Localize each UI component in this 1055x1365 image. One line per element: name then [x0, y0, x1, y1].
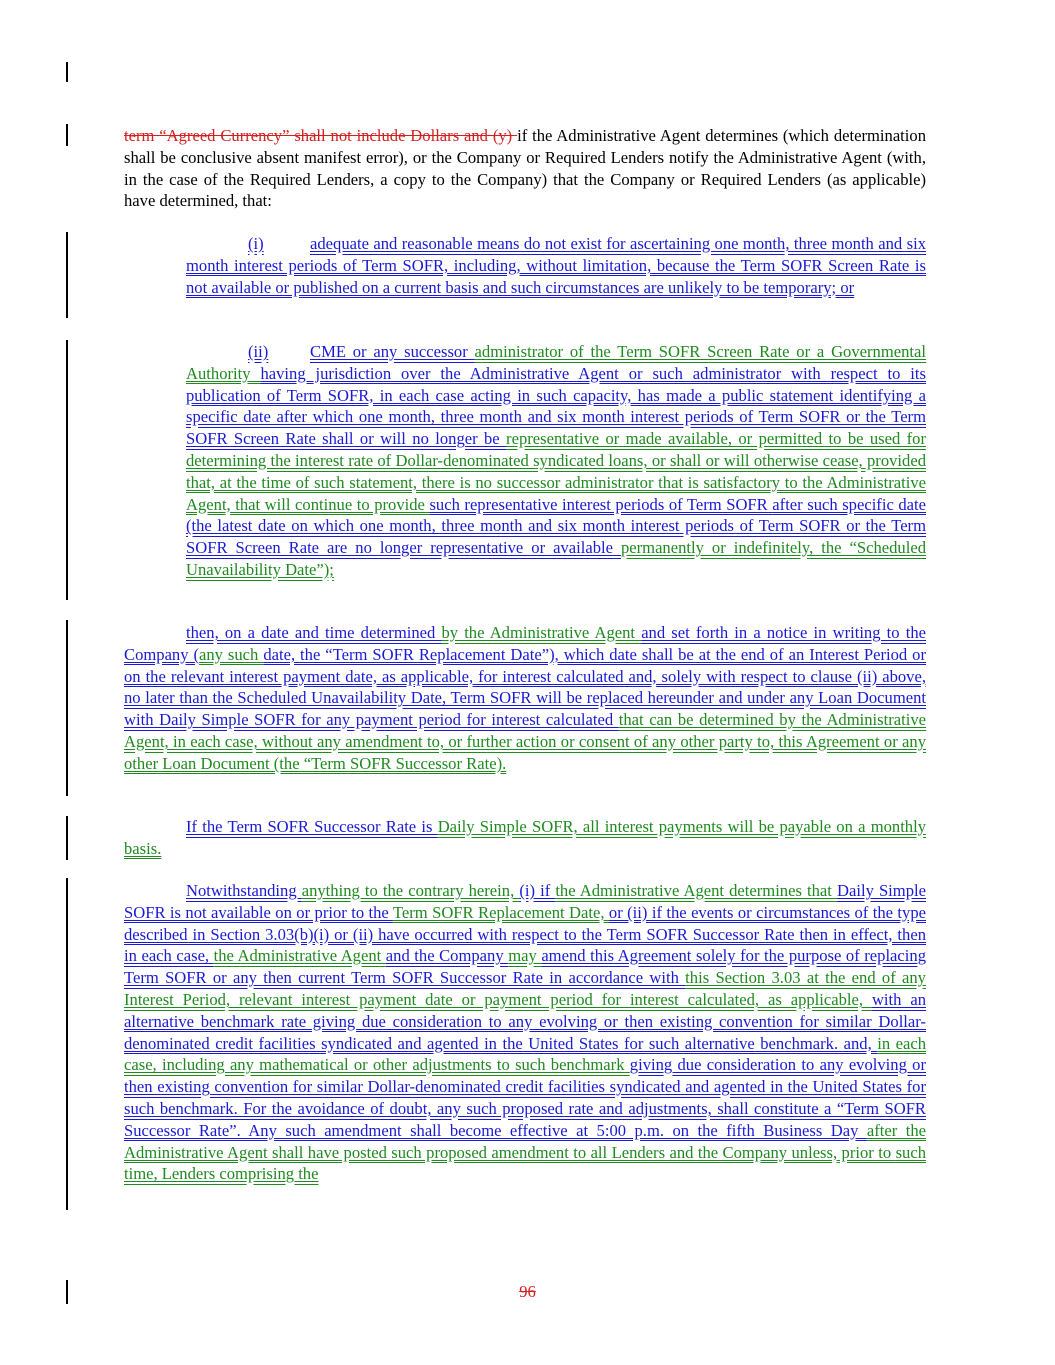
paragraph-text: giving due consideration to any evolving or then existing convention for similar Dollar-denominated credit facilities syndicated and agented in the United States for such benchmark. For the avoidance of doubt, any such proposed rate and adjustments, shall constitute a “Term SOFR Successor Rate”. Any such amendment shall become effective at 5:00 p.m. on the fifth Business Day	[124, 1055, 926, 1140]
paragraph-text: then, on a date and time determined	[186, 623, 442, 642]
notwithstanding-paragraph	[124, 880, 926, 1185]
paragraph-text: by the Administrative Agent	[441, 623, 642, 642]
paragraph-text: if the Administrative Agent determines (which determination shall be conclusive absent manifest error), or the Company or Required Lenders notify the Administrative Agent (with, in the case of the Required Lenders, a copy to the Company) that the Company or Required Lenders (as applicable) have determined, that:	[124, 126, 926, 211]
paragraph-text: and the Company	[385, 946, 509, 966]
clause-label: (i)	[248, 234, 264, 253]
paragraph-text: date, the “Term SOFR Replacement Date”), which date shall be at the end of an Interest Period or on the relevant interest payment date, as applicable, for interest calculated and, solely with respect to clause (ii) above, no later than the Scheduled Unavailability Date, Term SOFR will be replaced hereunder and under any Loan Document with Daily Simple SOFR for any payment period for interest calculated	[124, 644, 927, 730]
paragraph-text: with an alternative benchmark rate giving due consideration to any evolving or then existing convention for similar Dollar-denominated credit facilities syndicated and agented in the United States for such alternative benchmark. and,	[124, 989, 926, 1053]
change-bar	[66, 340, 68, 600]
clause-i	[186, 233, 926, 298]
clause-text: such representative interest periods of Term SOFR	[429, 494, 773, 514]
paragraph-text: the Administrative Agent determines that	[555, 881, 837, 900]
paragraph-text: that can be determined by the Administrative Agent, in each case, without any amendment to, or further action or consent of any other party to, this Agreement or any other Loan Document (the “Term SOFR Successor Rate).	[124, 710, 926, 773]
change-bar	[66, 124, 68, 146]
paragraph-text: anything to the contrary herein,	[301, 881, 520, 900]
paragraph-text: any such	[199, 644, 264, 664]
change-bar	[66, 62, 68, 82]
paragraph-text: Notwithstanding	[186, 881, 302, 900]
paragraph-text: in each case, including any mathematical or other adjustments to such benchmark	[124, 1033, 926, 1075]
paragraph-text: (i) if	[519, 881, 556, 900]
clause-text: after such specific date (the latest date on which one month, three month and six month interest periods of Term SOFR or the Term SOFR Screen Rate are no longer representative or available	[186, 494, 926, 558]
clause-text: administrator of the Term SOFR Screen Rate or a Governmental Authority	[186, 342, 926, 383]
paragraph-text: and set forth in a notice in writing to the Company (	[124, 623, 927, 664]
change-bar	[66, 232, 68, 318]
page-number: 96	[519, 1282, 536, 1301]
paragraph-text: If the Term SOFR Successor Rate is	[186, 817, 438, 836]
clause-text: representative or made available, or permitted to be used for determining the interest rate of Dollar-denominated syndicated loans, or shall or will otherwise cease, provided that, at the time of such statement, there is no successor administrator that is satisfactory to the Administrative Agent, that will continue to provide	[186, 429, 926, 514]
paragraph-text: may	[508, 946, 542, 966]
paragraph-text: amend this Agreement solely for the purpose of replacing Term SOFR or any then current Term SOFR Successor Rate in accordance with	[124, 946, 926, 988]
clause-text: permanently or indefinitely, the “Scheduled Unavailability Date”);	[186, 538, 927, 579]
if-paragraph	[124, 816, 926, 860]
clause-text: having jurisdiction over the Administrative Agent or such administrator with respect to its publication of Term SOFR, in each case acting in such capacity, has made a public statement identifying a specific date after which one month, three month and six month interest periods of Term SOFR or the Term SOFR Screen Rate shall or will no longer be	[186, 363, 926, 449]
clause-label: (ii)	[248, 342, 269, 361]
paragraph-text: this Section 3.03 at the end of any Interest Period, relevant interest payment date or payment period for interest calculated, as applicable,	[124, 968, 926, 1009]
change-bar	[66, 620, 68, 796]
intro-paragraph	[124, 125, 926, 212]
clause-text: CME or any successor	[310, 342, 475, 361]
clause-ii	[186, 341, 926, 581]
paragraph-text: Daily Simple SOFR, all interest payments will be payable on a monthly basis.	[124, 817, 927, 858]
paragraph-text: or (ii) if the events or circumstances of the type described in Section 3.03(b)(i) or (ii) have occurred with respect to the Term SOFR Successor Rate then in effect, then in each case,	[124, 902, 926, 966]
paragraph-text: such time, Lenders comprising the	[124, 1142, 926, 1184]
clause-text: adequate and reasonable means do not exist for ascertaining one month, three month and six month interest periods of Term SOFR, including, without limitation, because the Term SOFR Screen Rate is not available or published on a current basis and such circumstances are unlikely to be temporary; or	[186, 234, 926, 297]
paragraph-text: Daily Simple SOFR is not available on or prior to the	[124, 881, 926, 922]
deleted-text: term “Agreed Currency” shall not include Dollars and (y)	[124, 126, 518, 145]
paragraph-text: the Administrative Agent	[213, 946, 386, 966]
change-bar	[66, 878, 68, 1210]
change-bar	[66, 816, 68, 860]
paragraph-text: Term SOFR Replacement Date,	[392, 902, 609, 922]
then-paragraph	[124, 622, 926, 775]
paragraph-text: after the Administrative Agent shall have posted such proposed amendment to all Lenders and the Company unless, prior to	[124, 1120, 926, 1162]
